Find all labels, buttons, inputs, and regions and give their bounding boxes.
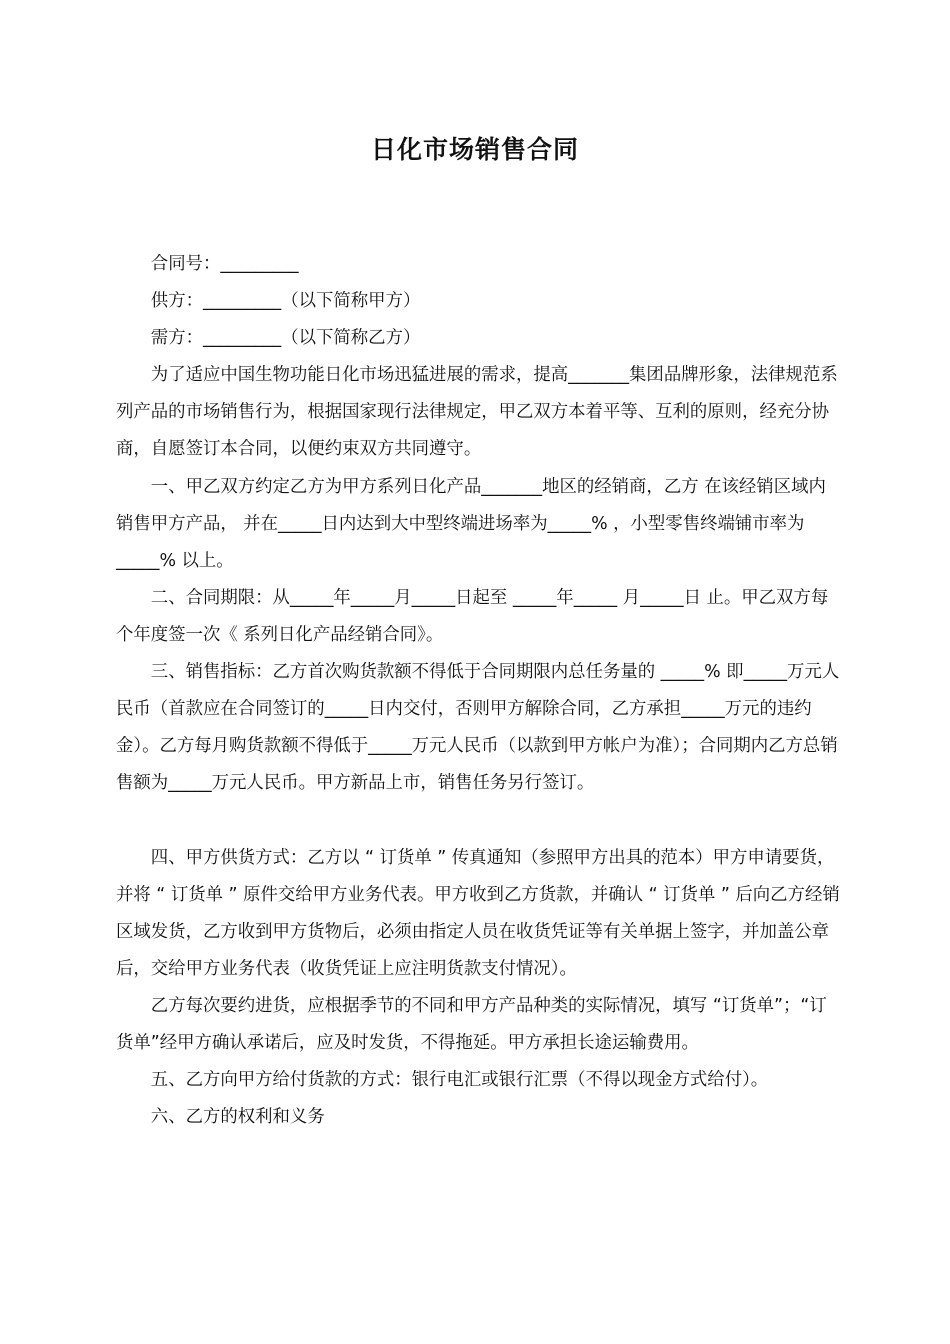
document-body [116, 246, 840, 1136]
clause-5: 五、乙方向甲方给付货款的方式：银行电汇或银行汇票（不得以现金方式给付）。 [150, 1070, 769, 1091]
clause-4-supplement: 乙方每次要约进货，应根据季节的不同和甲方产品种类的实际情况，填写 “订货单”；“订货单”经甲方确认承诺后，应及时发货，不得拖延。甲方承担长途运输费用。 [116, 995, 827, 1053]
clause-1: 一、甲乙双方约定乙方为甲方系列日化产品_______地区的经销商，乙方 在该经销区域内销售甲方产品， 并在_____日内达到大中型终端进场率为_____% ，小型零售终端铺市率为 _____% 以上。 [116, 476, 826, 571]
document-title: 日化市场销售合同 [370, 135, 579, 164]
preamble-paragraph: 为了适应中国生物功能日化市场迅猛进展的需求，提高_______集团品牌形象，法律规范系列产品的市场销售行为，根据国家现行法律规定，甲乙双方本着平等、互利的原则，经充分协商，自愿签订本合同，以便约束双方共同遵守。 [116, 365, 838, 460]
clause-2: 二、合同期限：从_____年_____月_____日起至 _____年_____ 月_____日 止。甲乙双方每个年度签一次《 系列日化产品经销合同》。 [116, 587, 829, 645]
buyer-line: 需方：_________（以下简称乙方） [150, 328, 421, 349]
supplier-line: 供方：_________（以下简称甲方） [150, 291, 421, 312]
paragraph-gap [116, 802, 840, 839]
clause-4: 四、甲方供货方式：乙方以 “ 订货单 ” 传真通知（参照甲方出具的范本）甲方申请要货，并将 “ 订货单 ” 原件交给甲方业务代表。甲方收到乙方货款，并确认 “ 订货单 ” 后向乙方经销区域发货，乙方收到甲方货物后，必须由指定人员在收货凭证等有关单据上签字，并加盖公章后，交给甲方业务代表（收货凭证上应注明货款支付情况）。 [116, 847, 840, 979]
clause-6-heading: 六、乙方的权利和义务 [150, 1107, 325, 1128]
clause-3: 三、销售指标：乙方首次购货款额不得低于合同期限内总任务量的 _____% 即_____万元人民币（首款应在合同签订的_____日内交付，否则甲方解除合同，乙方承担_____万元的违约金）。乙方每月购货款额不得低于_____万元人民币（以款到甲方帐户为准）；合同期内乙方总销售额为_____万元人民币。甲方新品上市，销售任务另行签订。 [116, 662, 840, 794]
contract-number-line: 合同号：_________ [150, 254, 299, 274]
